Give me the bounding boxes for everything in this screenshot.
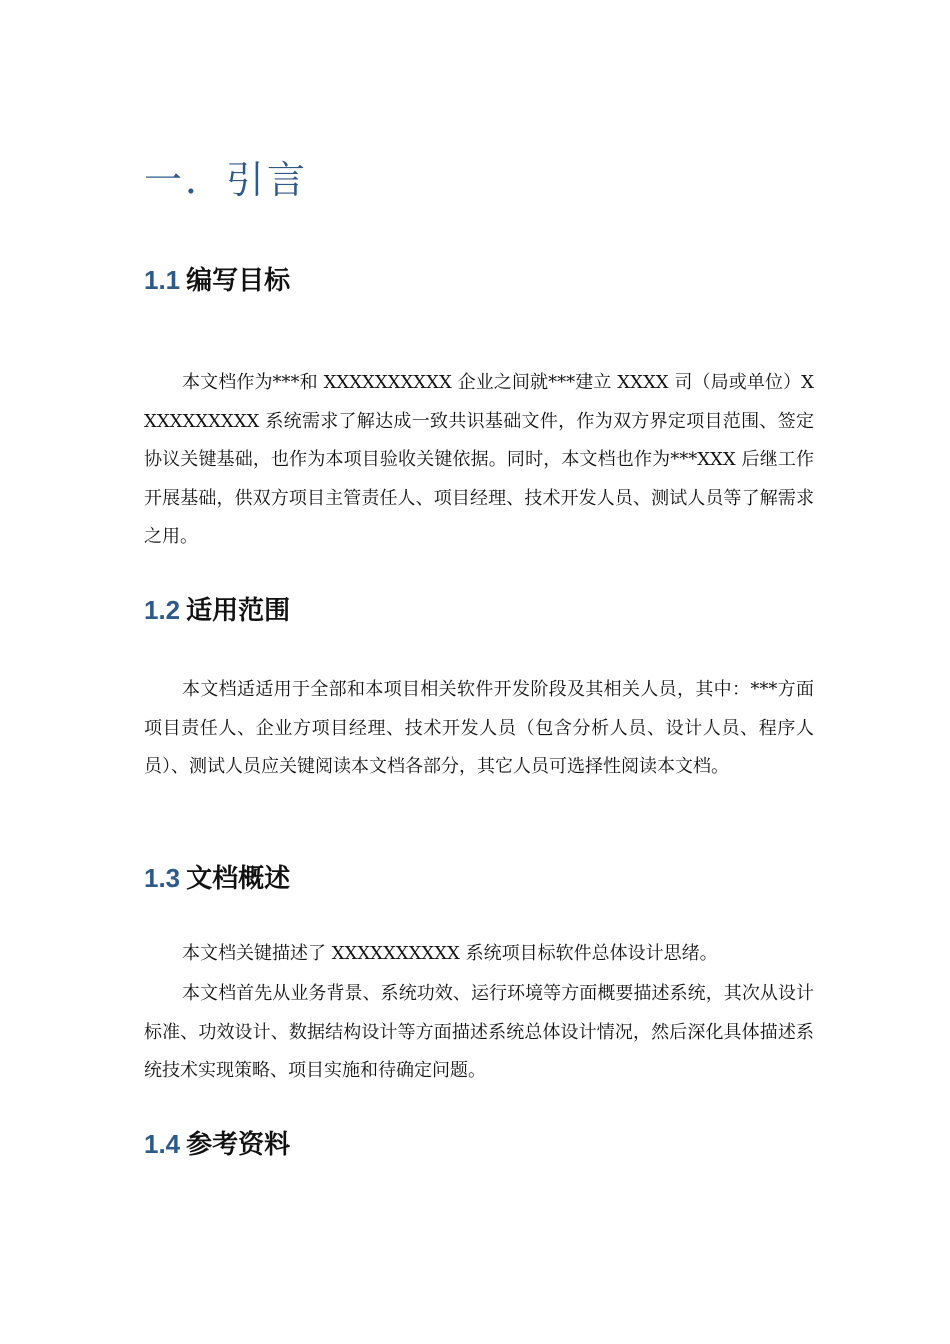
section-number: 1.2 [144,595,181,625]
section-heading-1-1 [144,260,290,301]
section-title: 参考资料 [186,1130,291,1160]
paragraph-scope: 本文档适适用于全部和本项目相关软件开发阶段及其相关人员，其中：***方面项目责任人、企业方项目经理、技术开发人员（包含分析人员、设计人员、程序人员）、测试人员应关键阅读本文档各部分，其它人员可选择性阅读本文档。 [144,679,814,777]
section-number: 1.4 [144,1129,181,1159]
section-title: 适用范围 [186,596,291,626]
section-heading-1-3 [144,858,290,899]
section-heading-1-4 [144,1124,290,1165]
paragraph-overview-2: 本文档首先从业务背景、系统功效、运行环境等方面概要描述系统，其次从设计标准、功效设计、数据结构设计等方面描述系统总体设计情况，然后深化具体描述系统技术实现策略、项目实施和待确定问题。 [144,983,814,1081]
paragraph-overview-1: 本文档关键描述了 XXXXXXXXXX 系统项目标软件总体设计思绪。 [182,943,718,964]
section-heading-1-2 [144,590,290,631]
section-number: 1.1 [144,265,181,295]
section-number: 1.3 [144,863,181,893]
section-title: 文档概述 [186,864,291,894]
paragraph-purpose: 本文档作为***和 XXXXXXXXXX 企业之间就***建立 XXXX 司（局或单位）XXXXXXXXXX 系统需求了解达成一致共识基础文件，作为双方界定项目范围、签定协议关键基础，也作为本项目验收关键依据。同时，本文档也作为***XXX 后继工作开展基础，供双方项目主管责任人、项目经理、技术开发人员、测试人员等了解需求之用。 [144,372,814,547]
section-title: 编写目标 [186,266,291,296]
chapter-title: 一．引言 [144,158,309,202]
